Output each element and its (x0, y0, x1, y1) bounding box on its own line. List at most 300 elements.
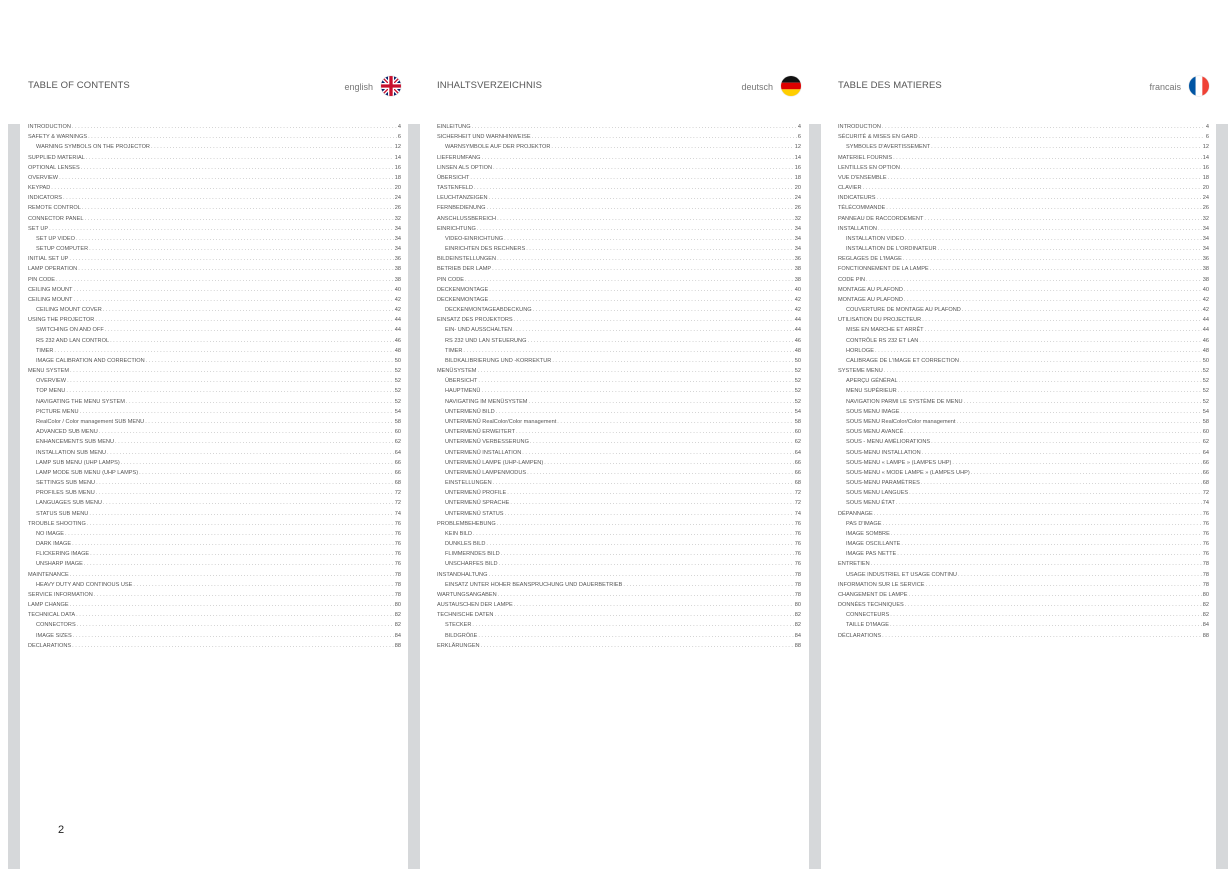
toc-entry-page: 44 (1202, 317, 1209, 324)
toc-entry[interactable] (28, 305, 401, 315)
toc-entry[interactable] (838, 315, 1209, 325)
toc-entry[interactable] (28, 570, 401, 580)
toc-entry[interactable] (838, 325, 1209, 335)
toc-entry[interactable] (838, 214, 1209, 224)
toc-entry-label: MISE EN MARCHE ET ARRÊT (846, 327, 924, 334)
toc-entry[interactable] (437, 458, 801, 468)
dot-leader (481, 386, 793, 396)
toc-entry-page: 32 (794, 215, 801, 222)
toc-entry[interactable] (838, 610, 1209, 620)
toc-entry[interactable] (28, 559, 401, 569)
dot-leader (465, 275, 794, 285)
toc-entry[interactable] (28, 509, 401, 519)
toc-entry-label: SAFETY & WARNINGS (28, 134, 88, 141)
toc-entry[interactable] (437, 539, 801, 549)
toc-entry-page: 60 (1202, 429, 1209, 436)
toc-entry[interactable] (437, 325, 801, 335)
toc-entry[interactable] (28, 132, 401, 142)
dot-leader (478, 376, 793, 386)
toc-entry-page: 34 (794, 225, 801, 232)
dot-leader (964, 397, 1202, 407)
toc-entry[interactable] (28, 417, 401, 427)
toc-entry[interactable] (28, 214, 401, 224)
toc-entry[interactable] (838, 448, 1209, 458)
toc-entry-page: 48 (394, 347, 401, 354)
toc-entry-page: 36 (394, 256, 401, 263)
toc-entry[interactable] (838, 142, 1209, 152)
toc-entry[interactable] (838, 346, 1209, 356)
toc-entry[interactable] (437, 417, 801, 427)
toc-entry[interactable] (838, 356, 1209, 366)
toc-entry[interactable] (437, 631, 801, 641)
toc-entry-label: SET UP VIDEO (36, 235, 75, 242)
dot-leader (133, 580, 393, 590)
toc-entry[interactable] (838, 163, 1209, 173)
toc-entry-page: 76 (394, 551, 401, 558)
dot-leader (95, 315, 393, 325)
toc-entry[interactable] (28, 397, 401, 407)
toc-entry-label: LAMP OPERATION (28, 266, 78, 273)
toc-entry[interactable] (437, 549, 801, 559)
toc-entry-label: CALIBRAGE DE L'IMAGE ET CORRECTION (846, 357, 959, 364)
toc-entry[interactable] (437, 234, 801, 244)
toc-entry-label: UNTERMENÜ VERBESSERUNG (445, 439, 529, 446)
toc-entry-label: SOUS-MENU INSTALLATION (846, 449, 921, 456)
toc-entry[interactable] (437, 397, 801, 407)
dot-leader (489, 295, 794, 305)
dot-leader (99, 427, 394, 437)
dot-leader (496, 407, 794, 417)
toc-entry[interactable] (437, 386, 801, 396)
toc-entry[interactable] (838, 559, 1209, 569)
toc-entry[interactable] (437, 305, 801, 315)
toc-entry[interactable] (838, 183, 1209, 193)
toc-entry[interactable] (437, 478, 801, 488)
dot-leader (66, 386, 393, 396)
toc-entry-label: UNTERMENÜ ERWEITERT (445, 429, 516, 436)
toc-entry[interactable] (28, 407, 401, 417)
toc-entry-page: 62 (794, 439, 801, 446)
toc-entry-label: INFORMATION SUR LE SERVICE (838, 581, 925, 588)
toc-entry-page: 78 (1202, 561, 1209, 568)
toc-entry[interactable] (28, 142, 401, 152)
toc-entry[interactable] (437, 610, 801, 620)
toc-list (28, 122, 401, 651)
dot-leader (952, 458, 1201, 468)
toc-entry[interactable] (28, 458, 401, 468)
toc-entry-label: SOUS MENU AVANCÉ (846, 429, 904, 436)
dot-leader (899, 376, 1202, 386)
toc-entry[interactable] (838, 498, 1209, 508)
toc-entry-page: 20 (1202, 185, 1209, 192)
toc-entry-page: 66 (394, 459, 401, 466)
toc-entry-label: LANGUAGES SUB MENU (36, 500, 102, 507)
toc-entry[interactable] (838, 366, 1209, 376)
toc-entry[interactable] (838, 458, 1209, 468)
toc-entry-label: TIMER (36, 347, 54, 354)
toc-entry-label: TECHNISCHE DATEN (437, 612, 494, 619)
toc-entry[interactable] (28, 600, 401, 610)
toc-entry-label: MATERIEL FOURNIS (838, 154, 893, 161)
toc-entry-page: 52 (794, 368, 801, 375)
toc-entry-page: 4 (797, 124, 801, 130)
toc-entry[interactable] (838, 193, 1209, 203)
dot-leader (497, 519, 794, 529)
toc-entry[interactable] (437, 285, 801, 295)
toc-entry[interactable] (437, 224, 801, 234)
toc-entry-label: INSTANDHALTUNG (437, 571, 488, 578)
toc-entry-page: 34 (794, 246, 801, 253)
dot-leader (530, 437, 794, 447)
toc-entry-label: HORLOGE (846, 347, 874, 354)
toc-entry[interactable] (28, 183, 401, 193)
toc-entry-page: 78 (794, 571, 801, 578)
toc-entry[interactable] (437, 509, 801, 519)
toc-entry[interactable] (437, 254, 801, 264)
toc-entry[interactable] (28, 610, 401, 620)
toc-entry[interactable] (437, 193, 801, 203)
toc-entry-page: 58 (794, 418, 801, 425)
toc-entry[interactable] (838, 417, 1209, 427)
toc-entry[interactable] (437, 153, 801, 163)
toc-entry-label: OVERVIEW (36, 378, 67, 385)
toc-entry-label: TIMER (445, 347, 463, 354)
toc-entry-page: 84 (1202, 622, 1209, 629)
toc-entry[interactable] (28, 234, 401, 244)
toc-entry[interactable] (437, 142, 801, 152)
toc-entry-page: 46 (1202, 337, 1209, 344)
toc-entry-page: 26 (794, 205, 801, 212)
toc-entry-label: PANNEAU DE RACCORDEMENT (838, 215, 924, 222)
dot-leader (472, 620, 793, 630)
language-label: english (344, 82, 373, 92)
toc-entry[interactable] (838, 529, 1209, 539)
toc-entry[interactable] (838, 234, 1209, 244)
toc-entry-page: 40 (794, 286, 801, 293)
toc-entry[interactable] (437, 376, 801, 386)
toc-entry[interactable] (28, 519, 401, 529)
toc-entry[interactable] (437, 407, 801, 417)
toc-entry[interactable] (28, 498, 401, 508)
toc-entry[interactable] (838, 468, 1209, 478)
dot-leader (78, 264, 394, 274)
toc-entry-label: IMAGE PAS NETTE (846, 551, 897, 558)
toc-entry[interactable] (28, 153, 401, 163)
toc-entry-page: 76 (1202, 510, 1209, 517)
toc-entry-label: STECKER (445, 622, 472, 629)
dot-leader (70, 570, 394, 580)
toc-entry[interactable] (838, 224, 1209, 234)
toc-entry-page: 80 (394, 602, 401, 609)
toc-entry[interactable] (838, 631, 1209, 641)
toc-entry[interactable] (28, 163, 401, 173)
toc-entry[interactable] (437, 163, 801, 173)
toc-entry[interactable] (28, 580, 401, 590)
toc-entry-page: 58 (394, 418, 401, 425)
dot-leader (877, 193, 1202, 203)
toc-entry[interactable] (838, 275, 1209, 285)
toc-entry-page: 80 (794, 602, 801, 609)
dot-leader (70, 366, 394, 376)
toc-entry-page: 50 (394, 357, 401, 364)
toc-entry[interactable] (28, 366, 401, 376)
toc-entry[interactable] (437, 356, 801, 366)
toc-entry[interactable] (28, 173, 401, 183)
toc-entry[interactable] (28, 315, 401, 325)
dot-leader (501, 549, 794, 559)
toc-entry-page: 76 (1202, 541, 1209, 548)
toc-entry-page: 40 (394, 286, 401, 293)
toc-entry-page: 66 (1202, 459, 1209, 466)
toc-entry[interactable] (437, 641, 801, 651)
toc-entry[interactable] (437, 173, 801, 183)
toc-entry[interactable] (28, 631, 401, 641)
toc-entry-label: PIN CODE (437, 276, 465, 283)
toc-entry[interactable] (437, 427, 801, 437)
toc-entry[interactable] (28, 295, 401, 305)
toc-entry-label: INSTALLATION SUB MENU (36, 449, 107, 456)
toc-entry-label: SOUS MENU ÉTAT (846, 500, 895, 507)
toc-entry[interactable] (838, 173, 1209, 183)
toc-entry[interactable] (437, 203, 801, 213)
toc-entry[interactable] (838, 600, 1209, 610)
toc-entry[interactable] (28, 346, 401, 356)
toc-entry[interactable] (28, 478, 401, 488)
toc-entry[interactable] (28, 376, 401, 386)
toc-entry-label: FLIMMERNDES BILD (445, 551, 500, 558)
toc-entry[interactable] (838, 305, 1209, 315)
toc-entry[interactable] (437, 600, 801, 610)
dot-leader (115, 437, 394, 447)
toc-entry-page: 76 (794, 561, 801, 568)
toc-entry[interactable] (838, 122, 1209, 132)
toc-entry[interactable] (28, 203, 401, 213)
toc-entry[interactable] (28, 488, 401, 498)
toc-entry[interactable] (437, 590, 801, 600)
dot-leader (481, 641, 794, 651)
toc-entry[interactable] (838, 153, 1209, 163)
toc-entry[interactable] (838, 570, 1209, 580)
toc-entry[interactable] (437, 448, 801, 458)
toc-entry-page: 38 (794, 266, 801, 273)
toc-entry[interactable] (28, 254, 401, 264)
toc-entry[interactable] (28, 468, 401, 478)
dot-leader (866, 275, 1202, 285)
toc-entry-label: DECKENMONTAGE (437, 296, 489, 303)
toc-entry[interactable] (437, 346, 801, 356)
toc-entry[interactable] (28, 539, 401, 549)
toc-entry[interactable] (28, 356, 401, 366)
toc-entry-label: LEUCHTANZEIGEN (437, 195, 488, 202)
dot-leader (89, 244, 394, 254)
toc-entry-page: 66 (794, 459, 801, 466)
toc-entry-label: MAINTENANCE (28, 571, 69, 578)
toc-entry[interactable] (28, 549, 401, 559)
toc-entry-label: CLAVIER (838, 185, 862, 192)
toc-entry[interactable] (28, 275, 401, 285)
toc-entry[interactable] (437, 295, 801, 305)
toc-entry[interactable] (28, 325, 401, 335)
column-title: INHALTSVERZEICHNIS (437, 80, 543, 91)
toc-entry-label: TÉLÉCOMMANDE (838, 205, 886, 212)
toc-entry-page: 64 (794, 449, 801, 456)
toc-entry[interactable] (437, 529, 801, 539)
toc-entry[interactable] (838, 132, 1209, 142)
toc-entry-label: EINSATZ DES PROJEKTORS (437, 317, 513, 324)
toc-entry[interactable] (838, 539, 1209, 549)
toc-entry-label: RS 232 UND LAN STEUERUNG (445, 337, 527, 344)
toc-entry-page: 52 (794, 378, 801, 385)
toc-entry-label: VUE D'ENSEMBLE (838, 174, 887, 181)
toc-entry[interactable] (28, 386, 401, 396)
toc-entry[interactable] (437, 275, 801, 285)
toc-entry-page: 76 (394, 530, 401, 537)
toc-entry[interactable] (838, 386, 1209, 396)
dot-leader (84, 214, 393, 224)
dot-leader (139, 468, 394, 478)
toc-entry[interactable] (28, 437, 401, 447)
toc-entry-page: 84 (394, 632, 401, 639)
toc-entry[interactable] (437, 264, 801, 274)
toc-entry-label: STATUS SUB MENU (36, 510, 89, 517)
toc-entry[interactable] (28, 285, 401, 295)
toc-entry-page: 60 (794, 429, 801, 436)
toc-entry[interactable] (838, 295, 1209, 305)
toc-entry[interactable] (437, 244, 801, 254)
toc-entry[interactable] (838, 509, 1209, 519)
dot-leader (900, 407, 1201, 417)
toc-entry[interactable] (28, 620, 401, 630)
toc-entry-label: CHANGEMENT DE LAMPE (838, 591, 908, 598)
toc-entry-label: DARK IMAGE (36, 541, 72, 548)
toc-entry[interactable] (437, 620, 801, 630)
toc-entry[interactable] (28, 427, 401, 437)
toc-entry-label: SOUS-MENU PARAMÈTRES (846, 480, 920, 487)
dot-leader (930, 264, 1202, 274)
toc-entry[interactable] (838, 478, 1209, 488)
toc-entry-label: USAGE INDUSTRIEL ET USAGE CONTINU (846, 571, 957, 578)
toc-entry-page: 76 (794, 541, 801, 548)
toc-entry[interactable] (437, 580, 801, 590)
toc-entry-label: TECHNICAL DATA (28, 612, 76, 619)
toc-entry[interactable] (437, 315, 801, 325)
toc-entry-page: 88 (1202, 632, 1209, 639)
right-margin-strip (1216, 124, 1228, 869)
toc-entry[interactable] (437, 122, 801, 132)
toc-entry[interactable] (838, 437, 1209, 447)
toc-entry[interactable] (28, 244, 401, 254)
dot-leader (905, 234, 1202, 244)
toc-entry-label: CODE PIN (838, 276, 866, 283)
toc-entry[interactable] (838, 244, 1209, 254)
toc-entry[interactable] (838, 427, 1209, 437)
toc-entry[interactable] (437, 519, 801, 529)
toc-entry[interactable] (28, 122, 401, 132)
toc-entry-label: MENU SUPÉRIEUR (846, 388, 897, 395)
toc-entry-label: IMAGE SIZES (36, 632, 72, 639)
toc-entry-page: 76 (1202, 530, 1209, 537)
toc-entry[interactable] (838, 519, 1209, 529)
toc-entry[interactable] (437, 468, 801, 478)
toc-entry[interactable] (838, 336, 1209, 346)
toc-entry[interactable] (437, 183, 801, 193)
toc-entry[interactable] (838, 407, 1209, 417)
toc-entry[interactable] (838, 203, 1209, 213)
toc-entry-page: 78 (794, 591, 801, 598)
dot-leader (82, 203, 394, 213)
toc-entry-page: 68 (394, 480, 401, 487)
toc-entry-page: 34 (394, 225, 401, 232)
dot-leader (904, 427, 1201, 437)
dot-leader (904, 285, 1202, 295)
toc-entry-label: SOUS MENU LANGUES (846, 490, 909, 497)
toc-entry-label: USING THE PROJECTOR (28, 317, 95, 324)
toc-entry[interactable] (838, 549, 1209, 559)
toc-entry[interactable] (838, 590, 1209, 600)
toc-entry[interactable] (838, 254, 1209, 264)
toc-entry-page: 78 (1202, 571, 1209, 578)
dot-leader (72, 122, 397, 132)
dot-leader (59, 173, 394, 183)
toc-entry-label: BILDGRÖßE (445, 632, 478, 639)
toc-entry[interactable] (838, 488, 1209, 498)
dot-leader (886, 203, 1202, 213)
toc-entry[interactable] (28, 336, 401, 346)
toc-entry[interactable] (437, 366, 801, 376)
toc-entry-page: 44 (394, 317, 401, 324)
toc-entry[interactable] (28, 448, 401, 458)
toc-entry[interactable] (838, 376, 1209, 386)
dot-leader (863, 183, 1202, 193)
toc-entry[interactable] (437, 559, 801, 569)
toc-entry[interactable] (437, 214, 801, 224)
dot-leader (489, 193, 794, 203)
toc-entry-page: 18 (394, 174, 401, 181)
toc-entry-label: INSTALLATION DE L'ORDINATEUR (846, 246, 937, 253)
toc-entry-label: INDICATORS (28, 195, 62, 202)
toc-entry[interactable] (838, 264, 1209, 274)
toc-entry[interactable] (28, 590, 401, 600)
toc-entry-page: 88 (394, 642, 401, 649)
dot-leader (73, 285, 393, 295)
dot-leader (84, 559, 394, 569)
toc-entry[interactable] (28, 264, 401, 274)
toc-entry[interactable] (437, 132, 801, 142)
toc-entry[interactable] (838, 580, 1209, 590)
toc-entry[interactable] (28, 224, 401, 234)
toc-entry[interactable] (28, 641, 401, 651)
toc-entry-page: 46 (794, 337, 801, 344)
dot-leader (151, 142, 394, 152)
toc-entry-label: PROFILES SUB MENU (36, 490, 95, 497)
toc-entry[interactable] (28, 193, 401, 203)
toc-entry[interactable] (28, 529, 401, 539)
toc-entry[interactable] (838, 285, 1209, 295)
toc-entry[interactable] (437, 488, 801, 498)
dot-leader (494, 610, 793, 620)
toc-entry-label: ADVANCED SUB MENU (36, 429, 98, 436)
toc-entry[interactable] (838, 397, 1209, 407)
toc-entry[interactable] (437, 437, 801, 447)
toc-entry[interactable] (437, 498, 801, 508)
dot-leader (516, 427, 794, 437)
toc-entry-page: 12 (394, 144, 401, 151)
toc-entry[interactable] (838, 620, 1209, 630)
toc-entry[interactable] (437, 336, 801, 346)
toc-entry[interactable] (437, 570, 801, 580)
dot-leader (488, 570, 793, 580)
toc-entry-page: 34 (1202, 235, 1209, 242)
